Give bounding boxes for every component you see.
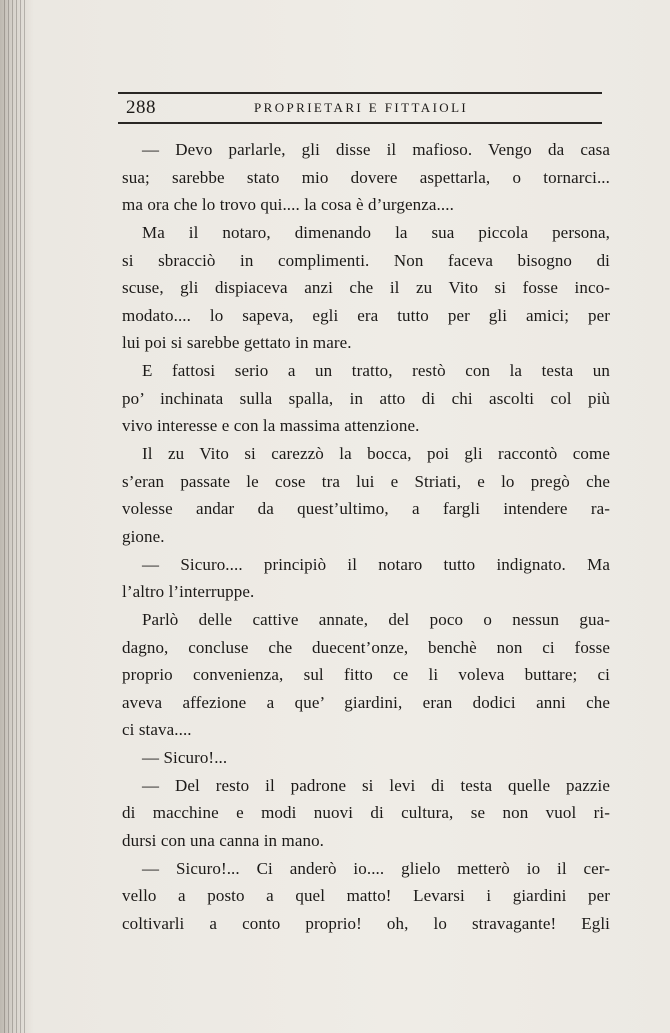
header-bottom-rule — [118, 122, 602, 124]
text-line: sua; sarebbe stato mio dovere aspettarla, o tornarci... — [122, 167, 610, 187]
text-line: l’altro l’interruppe. — [122, 582, 255, 602]
text-line: vivo interesse e con la massima attenzione. — [122, 416, 420, 436]
page-edge-line — [12, 0, 13, 1033]
text-line: — Del resto il padrone si levi di testa quelle pazzie — [142, 775, 610, 795]
page-edge-line — [20, 0, 21, 1033]
text-line: Parlò delle cattive annate, del poco o nessun gua- — [142, 609, 610, 629]
page-edge-line — [8, 0, 9, 1033]
text-line: aveva affezione a que’ giardini, eran dodici anni che — [122, 692, 610, 712]
page-edge-line — [4, 0, 5, 1033]
text-line: E fattosi serio a un tratto, restò con la testa un — [142, 361, 610, 381]
text-line: dursi con una canna in mano. — [122, 831, 325, 851]
text-line: — Sicuro.... principiò il notaro tutto indignato. Ma — [142, 554, 610, 574]
text-line: — Devo parlarle, gli disse il mafioso. Vengo da casa — [142, 140, 610, 159]
text-line: Il zu Vito si carezzò la bocca, poi gli raccontò come — [142, 444, 610, 464]
text-line: lui poi si sarebbe gettato in mare. — [122, 333, 352, 353]
text-line: modato.... lo sapeva, egli era tutto per gli amici; per — [122, 305, 610, 325]
text-line: — Sicuro!... — [142, 748, 228, 768]
page-edge-line — [24, 0, 25, 1033]
text-line: di macchine e modi nuovi di cultura, se non vuol ri- — [122, 803, 610, 823]
page-number: 288 — [126, 97, 156, 118]
text-line: — Sicuro!... Ci anderò io.... glielo metterò io il cer- — [142, 858, 610, 878]
text-line: coltivarli a conto proprio! oh, lo stravagante! Egli — [122, 913, 610, 933]
text-line: proprio convenienza, sul fitto ce li voleva buttare; ci — [122, 665, 610, 685]
text-line: dagno, concluse che duecent’onze, benchè non ci fosse — [122, 637, 610, 657]
text-line: s’eran passate le cose tra lui e Striati, e lo pregò che — [122, 471, 610, 491]
text-line: vello a posto a quel matto! Levarsi i giardini per — [122, 886, 610, 906]
text-line: si sbracciò in complimenti. Non faceva bisogno di — [122, 250, 610, 270]
body-text — [122, 136, 610, 938]
text-line: gione. — [122, 526, 165, 546]
text-line: po’ inchinata sulla spalla, in atto di chi ascolti col più — [122, 388, 610, 408]
text-line: volesse andar da quest’ultimo, a fargli intendere ra- — [122, 499, 610, 519]
text-line: Ma il notaro, dimenando la sua piccola persona, — [142, 222, 610, 242]
text-line: ma ora che lo trovo qui.... la cosa è d’urgenza.... — [122, 195, 454, 215]
text-line: ci stava.... — [122, 720, 192, 740]
text-line: scuse, gli dispiaceva anzi che il zu Vito si fosse inco- — [122, 278, 610, 298]
header-top-rule — [118, 92, 602, 94]
page-header — [118, 92, 602, 122]
page-edge-line — [16, 0, 17, 1033]
running-title: PROPRIETARI E FITTAIOLI — [254, 100, 469, 115]
